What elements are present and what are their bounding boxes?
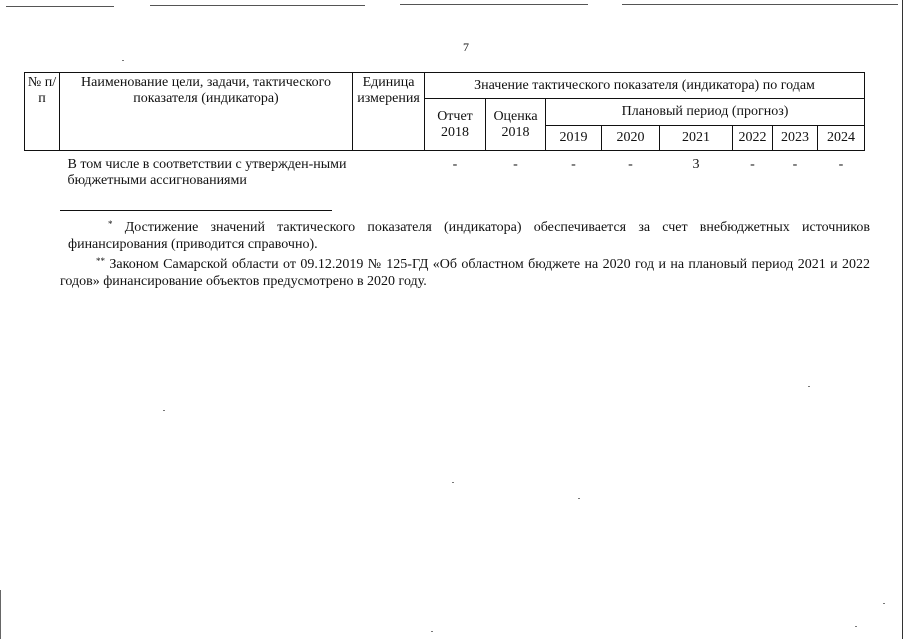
scan-speck xyxy=(163,410,165,411)
row-value: - xyxy=(792,157,798,172)
header-unit: Единица измерения xyxy=(353,73,425,151)
footnotes xyxy=(60,216,870,290)
header-year: 2019 xyxy=(546,126,602,151)
row-name: В том числе в соответствии с утвержден-ными бюджетными ассигнованиями xyxy=(67,157,347,188)
scan-top-line-3 xyxy=(400,4,588,5)
header-estimate: Оценка 2018 xyxy=(486,99,546,151)
header-num: № п/п xyxy=(25,73,60,151)
scan-left-edge xyxy=(0,590,1,639)
footnote-1 xyxy=(68,216,870,253)
footnote-1-text: Достижение значений тактического показателя (индикатора) обеспечивается за счет внебюджетных источников финансирования (приводится справочно). xyxy=(68,220,870,252)
scan-top-line-2 xyxy=(150,5,365,6)
scan-speck xyxy=(452,482,454,483)
table-header-row-1 xyxy=(25,73,865,99)
scan-speck xyxy=(431,631,433,632)
header-year: 2020 xyxy=(602,126,660,151)
indicator-table xyxy=(24,72,865,189)
footnote-2 xyxy=(60,253,870,290)
scan-speck xyxy=(855,626,857,627)
footnote-2-text: Законом Самарской области от 09.12.2019 № 125-ГД «Об областном бюджете на 2020 год и на плановый период 2021 и 2022 годов» финансирование объектов предусмотрено в 2020 году. xyxy=(60,257,870,289)
row-num xyxy=(25,151,60,190)
footnote-1-mark: * xyxy=(108,219,113,229)
header-values-group: Значение тактического показателя (индикатора) по годам xyxy=(425,73,865,99)
row-value: - xyxy=(452,157,458,172)
header-plan-period: Плановый период (прогноз) xyxy=(546,99,865,126)
row-value: 3 xyxy=(692,157,700,172)
row-value: - xyxy=(571,157,576,172)
header-report: Отчет 2018 xyxy=(425,99,486,151)
header-name: Наименование цели, задачи, тактического показателя (индикатора) xyxy=(60,73,353,151)
row-unit xyxy=(353,151,425,190)
scan-right-edge xyxy=(902,0,903,639)
scan-top-line-1 xyxy=(6,6,114,7)
page-number: 7 xyxy=(463,40,469,54)
footnote-divider xyxy=(60,210,332,211)
footnote-2-mark: ** xyxy=(96,256,105,266)
scan-speck xyxy=(122,60,124,61)
header-year: 2021 xyxy=(660,126,733,151)
scan-speck xyxy=(808,386,810,387)
row-value: - xyxy=(750,157,755,172)
row-value: - xyxy=(628,157,633,172)
header-year: 2023 xyxy=(773,126,818,151)
scan-top-line-4 xyxy=(622,4,898,5)
header-year: 2022 xyxy=(733,126,773,151)
table-row xyxy=(25,151,865,190)
scan-speck xyxy=(578,498,580,499)
row-value: - xyxy=(513,157,518,172)
row-value: - xyxy=(838,157,844,172)
scan-speck xyxy=(883,603,885,604)
header-year: 2024 xyxy=(818,126,865,151)
